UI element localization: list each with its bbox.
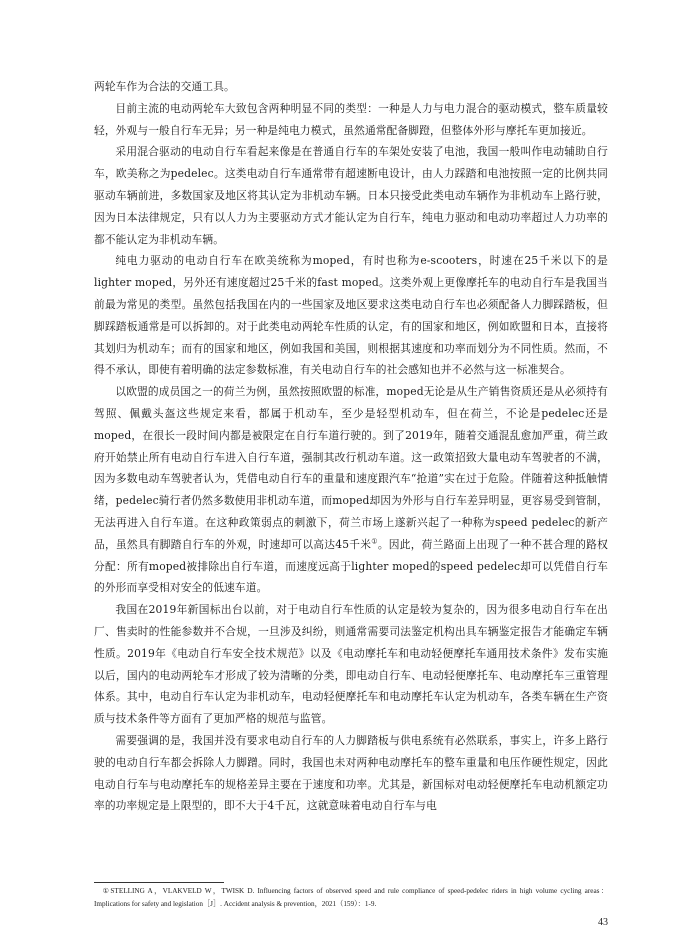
article-body [94, 76, 608, 817]
paragraph-netherlands [94, 381, 608, 599]
footnote: ①STELLING A，VLAKVELD W，TWISK D. Influencing factors of observed speed and rule compliance of speed-pedelec riders in high volume cycling areas：Implications for safety and legislation［J］. Accident analysis & prevention，2021（159）：1-9. [94, 887, 608, 908]
footnote-marker[interactable]: ① [371, 537, 378, 546]
paragraph-two-types: 目前主流的电动两轮车大致包含两种明显不同的类型：一种是人力与电力混合的驱动模式，整车质量较轻，外观与一般自行车无异；另一种是纯电力模式，虽然通常配备脚蹬，但整体外形与摩托车更加接近。 [94, 101, 608, 137]
page-number: 43 [598, 917, 608, 928]
paragraph-continuation: 两轮车作为合法的交通工具。 [94, 80, 235, 93]
paragraph-pedelec: 采用混合驱动的电动自行车看起来像是在普通自行车的车架处安装了电池，我国一般叫作电动辅助自行车，欧美称之为pedelec。这类电动自行车通常带有超速断电设计，由人力踩踏和电池按照一定的比例共同驱动车辆前进，多数国家及地区将其认定为非机动车辆。日本只接受此类电动车辆作为非机动车上路行驶，因为日本法律规定，只有以人力为主要驱动方式才能认定为自行车，纯电力驱动和电动功率超过人力功率的都不能认定为非机动车辆。 [94, 145, 608, 246]
paragraph-moped: 纯电力驱动的电动自行车在欧美统称为moped，有时也称为e-scooters，时速在25千米以下的是lighter moped，另外还有速度超过25千米的fast moped。这类外观上更像摩托车的电动自行车是我国当前最为常见的类型。虽然包括我国在内的一些国家及地区要求这类电动自行车也必须配备人力脚踩踏板，但脚踩踏板通常是可以拆卸的。对于此类电动两轮车性质的认定，有的国家和地区，例如欧盟和日本，直接将其划归为机动车；而有的国家和地区，例如我国和美国，则根据其速度和功率而划分为不同性质。然而，不得不承认，即使有着明确的法定参数标准，有关电动自行车的社会感知也并不必然与这一标准契合。 [94, 254, 608, 377]
paragraph-china-2019: 我国在2019年新国标出台以前，对于电动自行车性质的认定是较为复杂的，因为很多电动自行车在出厂、售卖时的性能参数并不合规，一旦涉及纠纷，则通常需要司法鉴定机构出具车辆鉴定报告才能确定车辆性质。2019年《电动自行车安全技术规范》以及《电动摩托车和电动轻便摩托车通用技术条件》发布实施以后，国内的电动两轮车才形成了较为清晰的分类，即电动自行车、电动轻便摩托车、电动摩托车三重管理体系。其中，电动自行车认定为非机动车，电动轻便摩托车和电动摩托车认定为机动车，各类车辆在生产资质与技术条件等方面有了更加严格的规范与监管。 [94, 603, 608, 726]
netherlands-text-part1: 以欧盟的成员国之一的荷兰为例，虽然按照欧盟的标准，moped无论是从生产销售资质还是从必须持有驾照、佩戴头盔这些规定来看，都属于机动车，至少是轻型机动车，但在荷兰，不论是pedelec还是moped，在很长一段时间内都是被限定在自行车道行驶的。到了2019年，随着交通混乱愈加严重，荷兰政府开始禁止所有电动自行车进入自行车道，强制其改行机动车道。这一政策招致大量电动车驾驶者的不满，因为多数电动车驾驶者认为，凭借电动自行车的重量和速度跟汽车“抢道”实在过于危险。伴随着这种抵触情绪，pedelec骑行者仍然多数使用非机动车道，而moped却因为外形与自行车差异明显，更容易受到管制，无法再进入自行车道。在这种政策弱点的刺激下，荷兰市场上遂新兴起了一种称为speed pedelec的新产品，虽然具有脚踏自行车的外观，时速却可以高达45千米 [94, 385, 608, 551]
footnote-divider [94, 882, 224, 883]
paragraph-emphasis: 需要强调的是，我国并没有要求电动自行车的人力脚踏板与供电系统有必然联系，事实上，许多上路行驶的电动自行车都会拆除人力脚蹭。同时，我国也未对两种电动摩托车的整车重量和电压作硬性规定，因此电动自行车与电动摩托车的规格差异主要在于速度和功率。尤其是，新国标对电动轻便摩托车电动机额定功率的功率规定是上限型的，即不大于4千瓦，这就意味着电动自行车与电 [94, 733, 608, 813]
netherlands-text-part2: 。因此，荷兰路面上出现了一种不甚合理的路权分配：所有moped被排除出自行车道，而速度远高于lighter moped的speed pedelec却可以凭借自行车的外形而享受相对安全的低速车道。 [94, 537, 608, 595]
